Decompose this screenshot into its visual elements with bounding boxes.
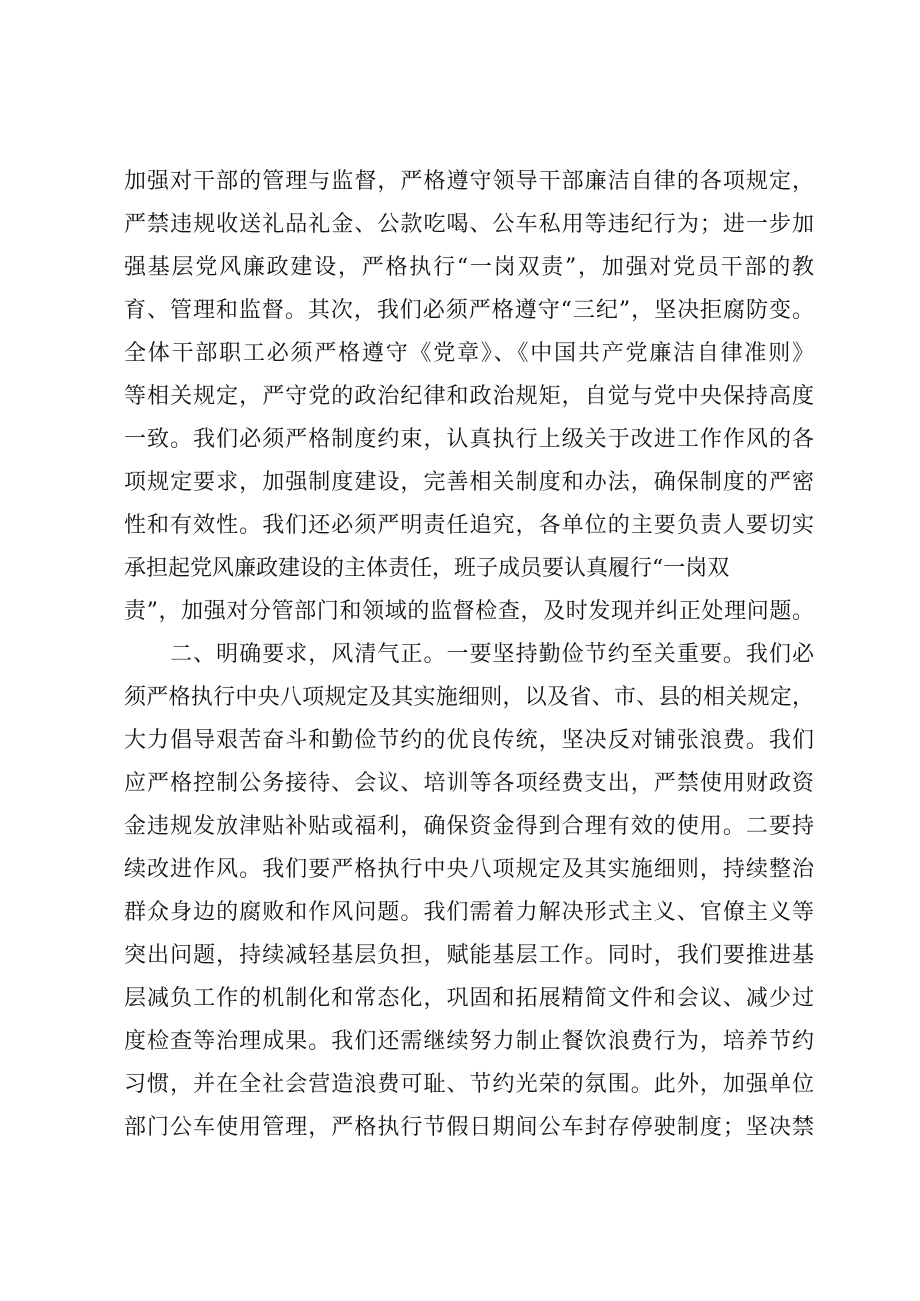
- text-line: 突出问题，持续减轻基层负担，赋能基层工作。同时，我们要推进基: [124, 943, 814, 968]
- text-line: 应严格控制公务接待、会议、培训等各项经费支出，严禁使用财政资: [124, 771, 814, 796]
- text-line: 一致。我们必须严格制度约束，认真执行上级关于改进工作作风的各: [124, 427, 814, 452]
- text-line: 大力倡导艰苦奋斗和勤俭节约的优良传统，坚决反对铺张浪费。我们: [124, 728, 814, 753]
- text-line: 续改进作风。我们要严格执行中央八项规定及其实施细则，持续整治: [124, 857, 814, 882]
- text-line: 二、明确要求，风清气正。一要坚持勤俭节约至关重要。我们必: [124, 642, 814, 667]
- text-line: 度检查等治理成果。我们还需继续努力制止餐饮浪费行为，培养节约: [124, 1029, 814, 1054]
- text-line: 加强对干部的管理与监督，严格遵守领导干部廉洁自律的各项规定，: [124, 169, 814, 194]
- text-line: 须严格执行中央八项规定及其实施细则，以及省、市、县的相关规定，: [124, 685, 814, 710]
- text-line: 习惯，并在全社会营造浪费可耻、节约光荣的氛围。此外，加强单位: [124, 1072, 814, 1097]
- text-line: 承担起党风廉政建设的主体责任，班子成员要认真履行“一岗双: [124, 556, 730, 581]
- text-line: 严禁违规收送礼品礼金、公款吃喝、公车私用等违纪行为；进一步加: [124, 212, 814, 237]
- text-line: 金违规发放津贴补贴或福利，确保资金得到合理有效的使用。二要持: [124, 814, 814, 839]
- text-line: 层减负工作的机制化和常态化，巩固和拓展精简文件和会议、减少过: [124, 986, 814, 1011]
- text-line: 育、管理和监督。其次，我们必须严格遵守“三纪”，坚决拒腐防变。: [124, 298, 814, 323]
- text-line: 部门公车使用管理，严格执行节假日期间公车封存停驶制度；坚决禁: [124, 1115, 814, 1140]
- text-line: 项规定要求，加强制度建设，完善相关制度和办法，确保制度的严密: [124, 470, 814, 495]
- text-line: 责”，加强对分管部门和领域的监督检查，及时发现并纠正处理问题。: [124, 599, 814, 624]
- text-line: 强基层党风廉政建设，严格执行“一岗双责”，加强对党员干部的教: [124, 255, 814, 280]
- text-line: 群众身边的腐败和作风问题。我们需着力解决形式主义、官僚主义等: [124, 900, 814, 925]
- document-body: [124, 160, 814, 1149]
- text-line: 等相关规定，严守党的政治纪律和政治规矩，自觉与党中央保持高度: [124, 384, 814, 409]
- text-line: 全体干部职工必须严格遵守《党章》、《中国共产党廉洁自律准则》: [124, 341, 814, 366]
- text-line: 性和有效性。我们还必须严明责任追究，各单位的主要负责人要切实: [124, 513, 814, 538]
